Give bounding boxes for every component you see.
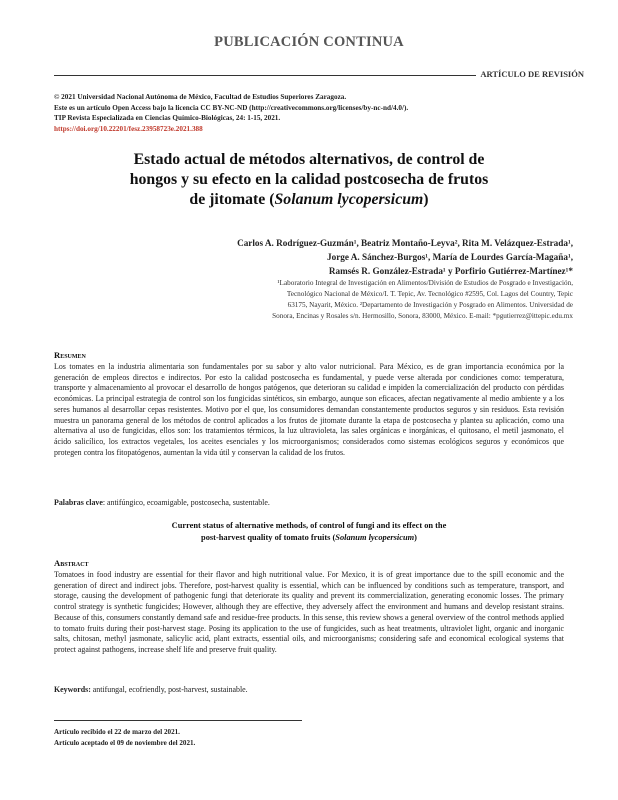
authors-line-1: Carlos A. Rodríguez-Guzmán¹, Beatriz Montaño-Leyva², Rita M. Velázquez-Estrada¹, <box>237 238 573 248</box>
title-line-3-suffix: ) <box>423 191 429 208</box>
title-line-3-prefix: de jitomate ( <box>189 191 275 208</box>
english-title-line-2-suffix: ) <box>414 533 417 542</box>
article-title <box>60 150 558 210</box>
citation-line: TIP Revista Especializada en Ciencias Químico-Biológicas, 24: 1-15, 2021. <box>54 114 281 122</box>
accepted-date: Artículo aceptado el 09 de noviembre del 2021. <box>54 739 196 747</box>
affiliation-line-2: Tecnológico Nacional de México/I. T. Tepic, Av. Tecnológico #2595, Col. Lagos del Country, Tepic <box>286 289 573 298</box>
title-species-name: Solanum lycopersicum <box>274 191 424 208</box>
abstract-body: Tomatoes in food industry are essential for their flavor and high nutritional value. For Mexico, it is of great importance due to the spill economic and the generation of direct and indirect jobs. Therefore, post-harvest quality is essential, which can be influenced by conditions such as temperature, transport, and storage, causing the development of pathogenic fungi that deteriorate its quality and prevent its commercialization, generating economic losses. The primary control strategy is synthetic fungicides; However, although they are effective, they adversely affect the environment and humans and develop resistant strains. Because of this, consumers constantly demand safe and residue-free products. In this sense, this review shows a general overview of the control methods applied to tomato fruits during their post-harvest stage. Posing its application to the use of fungicides, such as heat treatments, ultraviolet light, organic and inorganic salts, chitosan, methyl jasmonate, salicylic acid, plant extracts, essential oils, and microorganisms; considering safe and economical ecological systems that protect against pathogens, increase shelf life and preserve fruit quality. <box>54 570 564 654</box>
doi-link[interactable]: https://doi.org/10.22201/fesz.23958723e.2021.388 <box>54 124 203 133</box>
english-title-line-1: Current status of alternative methods, of control of fungi and its effect on the <box>171 521 447 530</box>
keywords-list: antifungal, ecofriendly, post-harvest, sustainable. <box>90 685 248 694</box>
abstract-heading: Abstract <box>54 558 89 568</box>
palabras-clave-list: : antifúngico, ecoamigable, postcosecha, sustentable. <box>102 498 270 507</box>
english-title-line-2 <box>54 532 564 544</box>
palabras-clave-label: Palabras clave <box>54 498 103 507</box>
affiliations <box>173 278 573 322</box>
journal-banner: PUBLICACIÓN CONTINUA <box>214 34 404 50</box>
affiliation-line-1: ¹Laboratorio Integral de Investigación en Alimentos/División de Estudios de Posgrado e Investigación, <box>277 279 573 287</box>
authors-line-2: Jorge A. Sánchez-Burgos¹, María de Lourdes García-Magaña¹, <box>327 252 573 263</box>
title-line-1: Estado actual de métodos alternativos, de control de <box>133 151 485 168</box>
article-dates <box>54 727 195 749</box>
resumen-heading: Resumen <box>54 350 86 360</box>
resumen-body: Los tomates en la industria alimentaria son fundamentales por su sabor y alto valor nutricional. Para México, es de gran importancia económica por la generación de empleos directos e indirectos. Por esto la calidad postcosecha es fundamental, y puede verse alterada por condiciones como: temperatura, transporte y almacenamiento al provocar el desarrollo de hongos patógenos, que deterioran su calidad e impiden la comercialización del producto con pérdidas económicas. La principal estrategia de control son los fungicidas sintéticos, sin embargo, aunque son eficaces, afectan negativamente al medio ambiente y a los seres humanos al desarrollar cepas resistentes. Motivo por el que, los consumidores demandan constantemente productos seguros y sin residuos. Esta revisión muestra un panorama general de los métodos de control aplicados a los frutos de jitomate durante la etapa de postcosecha y plantea su aplicación, como una alternativa al uso de fungicidas, ellos son: los tratamientos térmicos, la luz ultravioleta, las sales orgánicas e inorgánicas, el quitosano, el metil jasmonato, el ácido salicílico, los extractos vegetales, los aceites esenciales y los microorganismos; considerados como sistemas ecológicos seguros y económicos que protegen contra los fitopatógenos, aumentan la vida útil y conservan la calidad de los frutos. <box>54 362 564 457</box>
keywords <box>54 685 248 694</box>
english-title-species-name: Solanum lycopersicum <box>335 533 415 542</box>
title-line-2: hongos y su efecto en la calidad postcosecha de frutos <box>129 171 489 188</box>
english-title <box>54 520 564 544</box>
footnote-rule <box>54 720 302 721</box>
authors-line-3: Ramsés R. González-Estrada¹ y Porfirio Gutiérrez-Martínez¹* <box>328 266 573 277</box>
affiliation-line-3: 63175, Nayarit, México. ²Departamento de Investigación y Posgrado en Alimentos. Universidad de <box>287 300 573 309</box>
english-title-line-2-prefix: post-harvest quality of tomato fruits ( <box>201 533 336 542</box>
copyright-line: © 2021 Universidad Nacional Autónoma de México, Facultad de Estudios Superiores Zaragoza. <box>54 93 347 101</box>
title-line-3 <box>60 190 558 210</box>
license-line[interactable]: Este es un artículo Open Access bajo la licencia CC BY-NC-ND (http://creativecommons.org/licenses/by-nc-nd/4.0/). <box>54 103 409 112</box>
author-list <box>93 236 573 279</box>
article-type-label: ARTÍCULO DE REVISIÓN <box>476 69 584 79</box>
affiliation-line-4: Sonora, Encinas y Rosales s/n. Hermosillo, Sonora, 83000, México. E-mail: *pgutierrez@ittepic.edu.mx <box>272 311 573 320</box>
palabras-clave <box>54 498 270 507</box>
keywords-label: Keywords: <box>54 685 91 694</box>
received-date: Artículo recibido el 22 de marzo del 2021. <box>54 728 180 736</box>
